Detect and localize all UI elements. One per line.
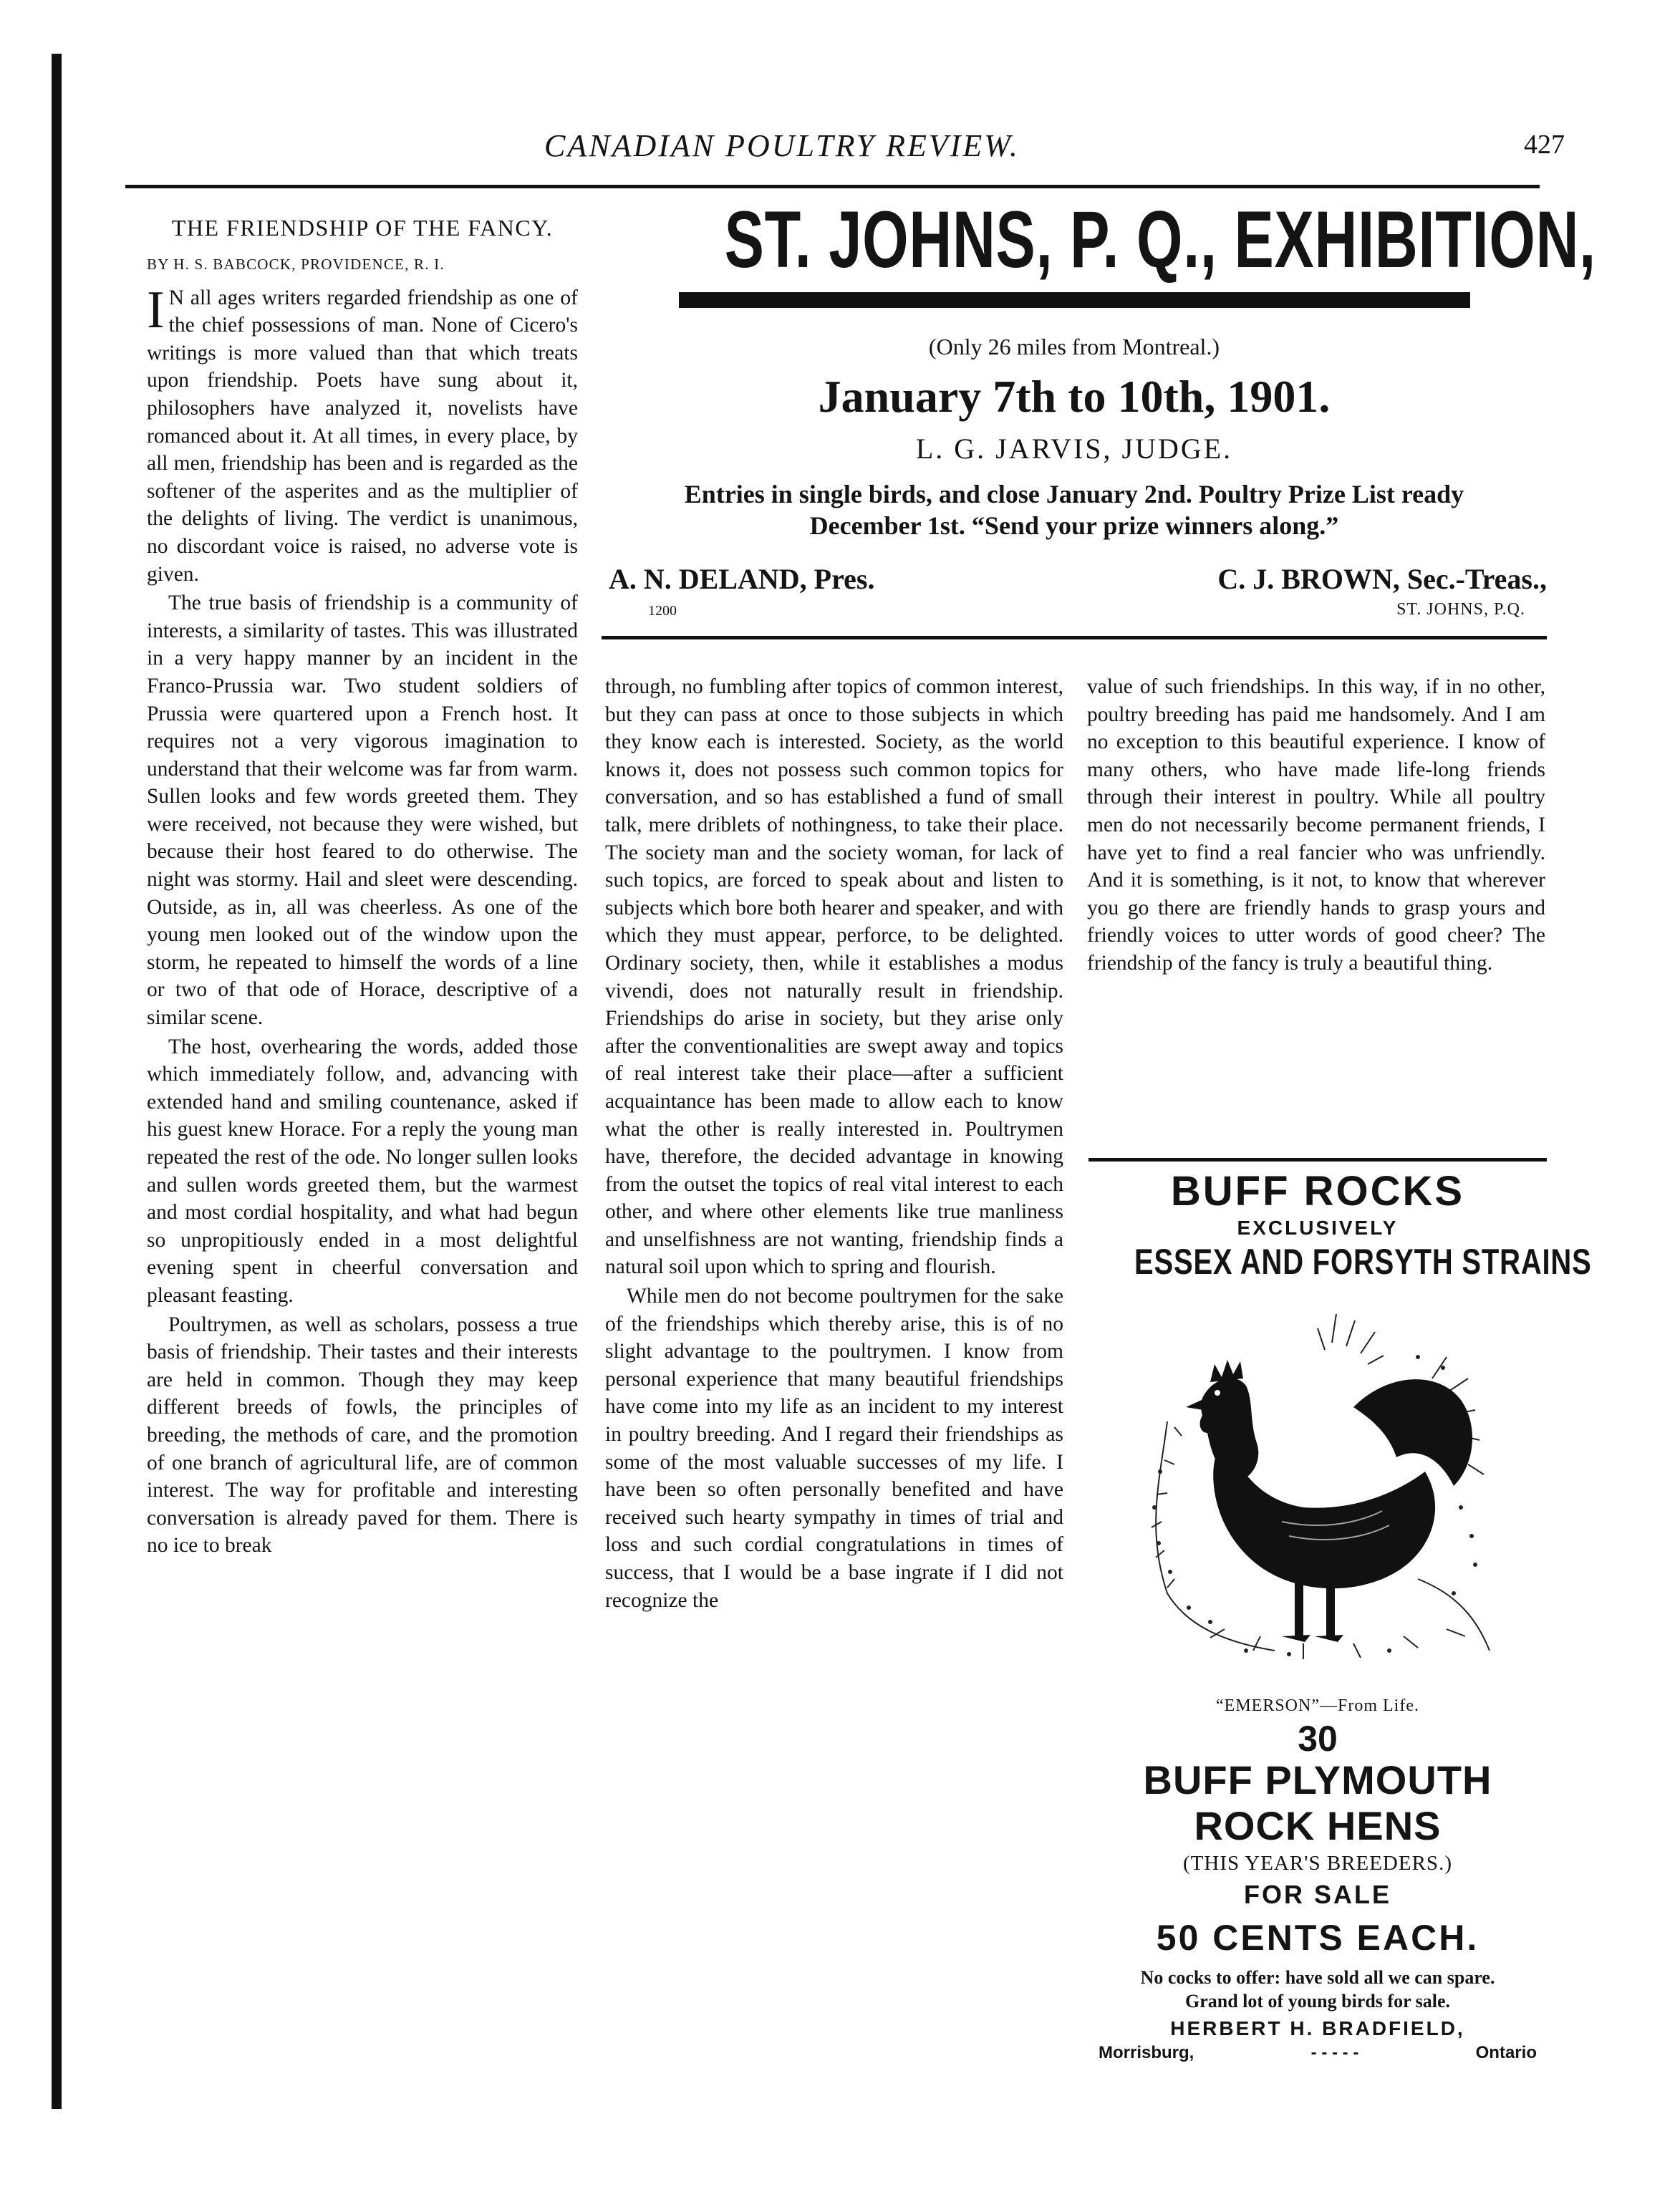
article-paragraph: I N all ages writers regarded friendship as one of the chief possessions of man. None of Cicero's writings is more valued than that which treats upon friendship. Poets have sung about it, philosophers have analyzed it, novelists have romanced about it. At all times, in every place, by all men, friendship has been and is regarded as the softener of the asperites and as the multiplier of the delights of living. The verdict is unanimous, no discordant voice is raised, no adverse vote is given. <box>147 280 578 586</box>
page-number: 427 <box>1524 130 1565 160</box>
running-title: CANADIAN POULTRY REVIEW. <box>544 128 1020 163</box>
article-byline: BY H. S. BABCOCK, PROVIDENCE, R. I. <box>147 256 445 273</box>
article-title: THE FRIENDSHIP OF THE FANCY. <box>171 215 554 241</box>
article-paragraph: Poultrymen, as well as scholars, possess a true basis of friendship. Their tastes and their interests are held in common. Though they may keep different breeds of fowls, the principles of breeding, the methods of care, and the promotion of one branch of agricultural life, are of common interest. The way for profitable and interesting conversation is already paved for them. There is no ice to break <box>147 1313 578 1558</box>
exhibition-entries-line: December 1st. “Send your prize winners along.” <box>809 511 1339 540</box>
buff-location <box>1088 2043 1547 2063</box>
buff-note-line: Grand lot of young birds for sale. <box>1184 1991 1451 2012</box>
buff-rocks-advertisement <box>1088 1162 1592 2063</box>
buff-hens-line-2: ROCK HENS <box>1194 1803 1442 1848</box>
buff-hens-line-1: BUFF PLYMOUTH <box>1143 1757 1492 1802</box>
buff-exclusively: EXCLUSIVELY <box>1237 1217 1399 1239</box>
buff-note-line: No cocks to offer: have sold all we can spare. <box>1140 1967 1495 1988</box>
article-column-2 <box>605 673 1063 1614</box>
rooster-eye <box>1215 1390 1220 1396</box>
buff-dashes: - - - - - <box>1310 2043 1359 2062</box>
rooster-illustration <box>1117 1293 1518 1694</box>
article-column-1 <box>147 215 578 1560</box>
buff-province: Ontario <box>1475 2043 1537 2062</box>
buff-headline: BUFF ROCKS <box>1170 1168 1465 1215</box>
buff-for-sale: FOR SALE <box>1243 1880 1391 1909</box>
exhibition-entries <box>602 478 1547 541</box>
page-binding-edge <box>52 54 62 2109</box>
article-paragraph: While men do not become poultrymen for the sake of the friendships which thereby arise, this is of no slight advantage to the poultrymen. I know from personal experience that many beautiful friendships have come into my life as an incident to my interest in poultry breeding. And I regard their friendships as some of the most valuable successes of my life. I have been so often personally benefited and have received such hearty sympathy in times of trial and loss and such cordial congratulations in times of success, that I would be a base ingrate if I did not recognize the <box>605 1285 1063 1612</box>
exhibition-entries-line: Entries in single birds, and close January 2nd. Poultry Prize List ready <box>684 480 1464 508</box>
exhibition-advertisement <box>602 193 1596 619</box>
buff-strains: ESSEX AND FORSYTH STRAINS <box>1134 1242 1592 1282</box>
rooster-caption: “EMERSON”—From Life. <box>1216 1696 1419 1715</box>
article-paragraph: value of such friendships. In this way, if in no other, poultry breeding has paid me handsomely. And I am no exception to this beautiful experience. I know of many others, who have made life-long friends through their interest in poultry. While all poultry men do not necessarily become permanent friends, I have yet to find a real fancier who was unfriendly. And it is something, is it not, to know that wherever you go there are friendly hands to grasp yours and friendly voices to utter words of good cheer? The friendship of the fancy is truly a beautiful thing. <box>1087 675 1545 975</box>
article-column-3 <box>1087 673 1545 977</box>
exhibition-judge: L. G. JARVIS, JUDGE. <box>915 433 1233 465</box>
exhibition-dates: January 7th to 10th, 1901. <box>818 371 1331 422</box>
rooster-comb <box>1210 1360 1243 1382</box>
header-rule <box>125 185 1540 188</box>
exhibition-president: A. N. DELAND, Pres. <box>609 563 875 595</box>
buff-note <box>1088 1966 1547 2013</box>
buff-breeders: (THIS YEAR'S BREEDERS.) <box>1183 1852 1452 1875</box>
buff-seller: HERBERT H. BRADFIELD, <box>1170 2017 1465 2039</box>
buff-town: Morrisburg, <box>1099 2043 1194 2062</box>
article-paragraph: The true basis of friendship is a community of interests, a similarity of tastes. This was illustrated in a very happy manner by an incident in the Franco-Prussia war. Two student soldiers of Prussia were quartered upon a French host. It requires not a very vigorous imagination to understand that their welcome was far from warm. Sullen looks and few words greeted them. They were received, not because they were wished, but because their host feared to do otherwise. The night was stormy. Hail and sleet were descending. Outside, as in, all was cheerless. As one of the young men looked out of the window upon the storm, he repeated to himself the words of a line or two of that ode of Horace, descriptive of a similar scene. <box>147 591 578 1030</box>
article-paragraph: The host, overhearing the words, added those which immediately follow, and, advancing with extended hand and smiling countenance, asked if his guest knew Horace. For a reply the young man repeated the rest of the ode. No longer sullen looks and sullen words greeted them, but the warmest and most cordial hospitality, and what had begun so unpropitiously ended in a most delightful evening spent in cheerful conversation and pleasant feasting. <box>147 1035 578 1307</box>
buff-price: 50 CENTS EACH. <box>1156 1918 1479 1958</box>
foliage-background <box>1152 1314 1490 1659</box>
exhibition-title-bar <box>679 292 1470 308</box>
article-paragraph: through, no fumbling after topics of common interest, but they can pass at once to those subjects in which they know each is interested. Society, as the world knows it, does not possess such common topics for conversation, and so has established a fund of small talk, mere driblets of nothingness, to take their place. The society man and the society woman, for lack of such topics, are forced to speak about and listen to subjects which bore both hearer and speaker, and with which they must appear, perforce, to be delighted. Ordinary society, then, while it establishes a modus vivendi, does not naturally result in friendship. Friendships do arise in society, but they arise only after the conventionalities are swept away and topics of real interest take their place—after a sufficient acquaintance has been made to allow each to know what the other is really interested in. Poultrymen have, therefore, the decided advantage in knowing from the outset the topics of real vital interest to each other, and where other elements like true manliness and unselfishness are not wanting, friendship finds a natural soil upon which to spring and flourish. <box>605 675 1063 1279</box>
buff-count: 30 <box>1298 1719 1338 1759</box>
exhibition-ad-code: 1200 <box>648 603 677 619</box>
drop-cap: I <box>147 280 165 339</box>
exhibition-place: ST. JOHNS, P.Q. <box>1396 600 1525 619</box>
exhibition-subtitle: (Only 26 miles from Montreal.) <box>928 334 1220 359</box>
exhibition-bottom-rule <box>602 636 1547 639</box>
exhibition-title: ST. JOHNS, P. Q., EXHIBITION, <box>724 195 1596 284</box>
rooster-silhouette <box>1186 1378 1472 1642</box>
exhibition-treasurer: C. J. BROWN, Sec.-Treas., <box>1217 563 1547 595</box>
